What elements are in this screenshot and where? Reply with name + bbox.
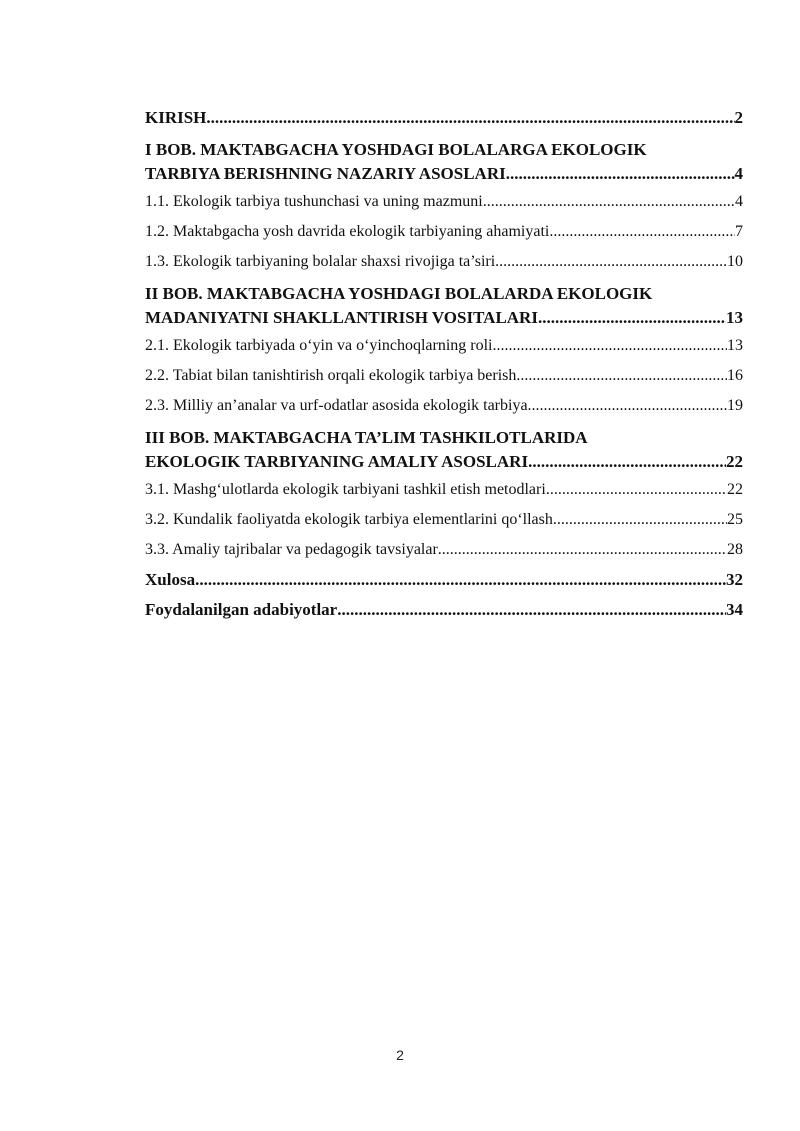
toc-entry-page: 4: [735, 193, 743, 210]
toc-entry-3-2[interactable]: [145, 510, 743, 530]
toc-entry-label: 3.3. Amaliy tajribalar va pedagogik tavsiyalar: [145, 541, 438, 558]
toc-leader-dots: [206, 108, 734, 128]
toc-entry-page: 4: [734, 164, 743, 183]
toc-entry-label: 3.2. Kundalik faoliyatda ekologik tarbiya elementlarini qo‘llash: [145, 511, 553, 528]
toc-entry-page: 10: [727, 253, 743, 270]
toc-leader-dots: [553, 510, 727, 530]
toc-entry-page: 13: [726, 308, 743, 327]
chapter-title-line-1: III BOB. MAKTABGACHA TA’LIM TASHKILOTLARIDA: [145, 428, 588, 447]
toc-leader-dots: [492, 336, 727, 356]
toc-leader-dots: [538, 306, 726, 330]
toc-entry-1-1[interactable]: [145, 192, 743, 212]
toc-leader-dots: [528, 396, 727, 416]
chapter-title-line-2: TARBIYA BERISHNING NAZARIY ASOSLARI: [145, 164, 506, 183]
toc-entry-label: 3.1. Mashg‘ulotlarda ekologik tarbiyani tashkil etish metodlari: [145, 481, 546, 498]
toc-leader-dots: [483, 192, 735, 212]
toc-entry-2-1[interactable]: [145, 336, 743, 356]
toc-entry-label: 1.2. Maktabgacha yosh davrida ekologik tarbiyaning ahamiyati: [145, 223, 550, 240]
toc-leader-dots: [546, 480, 727, 500]
toc-entry-label: Foydalanilgan adabiyotlar: [145, 600, 338, 619]
toc-entry-label: 2.1. Ekologik tarbiyada o‘yin va o‘yinchoqlarning roli: [145, 337, 493, 354]
toc-entry-2-3[interactable]: [145, 396, 743, 416]
toc-leader-dots: [337, 600, 726, 620]
toc-entry-page: 13: [727, 337, 743, 354]
toc-entry-page: 19: [727, 397, 743, 414]
toc-entry-page: 28: [727, 541, 743, 558]
toc-entry-page: 2: [734, 108, 743, 127]
toc-entry-label: 2.3. Milliy an’analar va urf-odatlar asosida ekologik tarbiya: [145, 397, 528, 414]
toc-entry-2-2[interactable]: [145, 366, 743, 386]
toc-leader-dots: [506, 162, 735, 186]
toc-leader-dots: [495, 252, 727, 272]
chapter-title-line-1: I BOB. MAKTABGACHA YOSHDAGI BOLALARGA EKOLOGIK: [145, 140, 647, 159]
table-of-contents: [145, 108, 743, 620]
toc-entry-1-2[interactable]: [145, 222, 743, 242]
toc-entry-3-1[interactable]: [145, 480, 743, 500]
toc-leader-dots: [195, 570, 726, 590]
toc-chapter-2[interactable]: [145, 282, 743, 330]
toc-entry-page: 34: [726, 600, 743, 619]
toc-entry-page: 32: [726, 570, 743, 589]
toc-chapter-1[interactable]: [145, 138, 743, 186]
toc-entry-xulosa[interactable]: [145, 570, 743, 590]
toc-entry-page: 25: [727, 511, 743, 528]
chapter-title-line-2: MADANIYATNI SHAKLLANTIRISH VOSITALARI: [145, 308, 538, 327]
toc-leader-dots: [528, 450, 726, 474]
toc-entry-label: Xulosa: [145, 570, 196, 589]
chapter-title-line-1: II BOB. MAKTABGACHA YOSHDAGI BOLALARDA EKOLOGIK: [145, 284, 653, 303]
toc-leader-dots: [549, 222, 735, 242]
toc-entry-kirish[interactable]: [145, 108, 743, 128]
toc-leader-dots: [516, 366, 727, 386]
toc-entry-label: 1.1. Ekologik tarbiya tushunchasi va uning mazmuni: [145, 193, 483, 210]
toc-entry-label: 1.3. Ekologik tarbiyaning bolalar shaxsi rivojiga ta’siri: [145, 253, 496, 270]
page-number: 2: [396, 1047, 404, 1063]
toc-leader-dots: [438, 540, 727, 560]
toc-entry-1-3[interactable]: [145, 252, 743, 272]
toc-entry-3-3[interactable]: [145, 540, 743, 560]
toc-entry-page: 16: [727, 367, 743, 384]
toc-entry-page: 22: [727, 481, 743, 498]
toc-entry-page: 7: [735, 223, 743, 240]
toc-entry-label: KIRISH: [145, 108, 207, 127]
chapter-title-line-2: EKOLOGIK TARBIYANING AMALIY ASOSLARI: [145, 452, 529, 471]
toc-entry-page: 22: [726, 452, 743, 471]
toc-entry-adabiyotlar[interactable]: [145, 600, 743, 620]
toc-chapter-3[interactable]: [145, 426, 743, 474]
toc-entry-label: 2.2. Tabiat bilan tanishtirish orqali ekologik tarbiya berish: [145, 367, 517, 384]
